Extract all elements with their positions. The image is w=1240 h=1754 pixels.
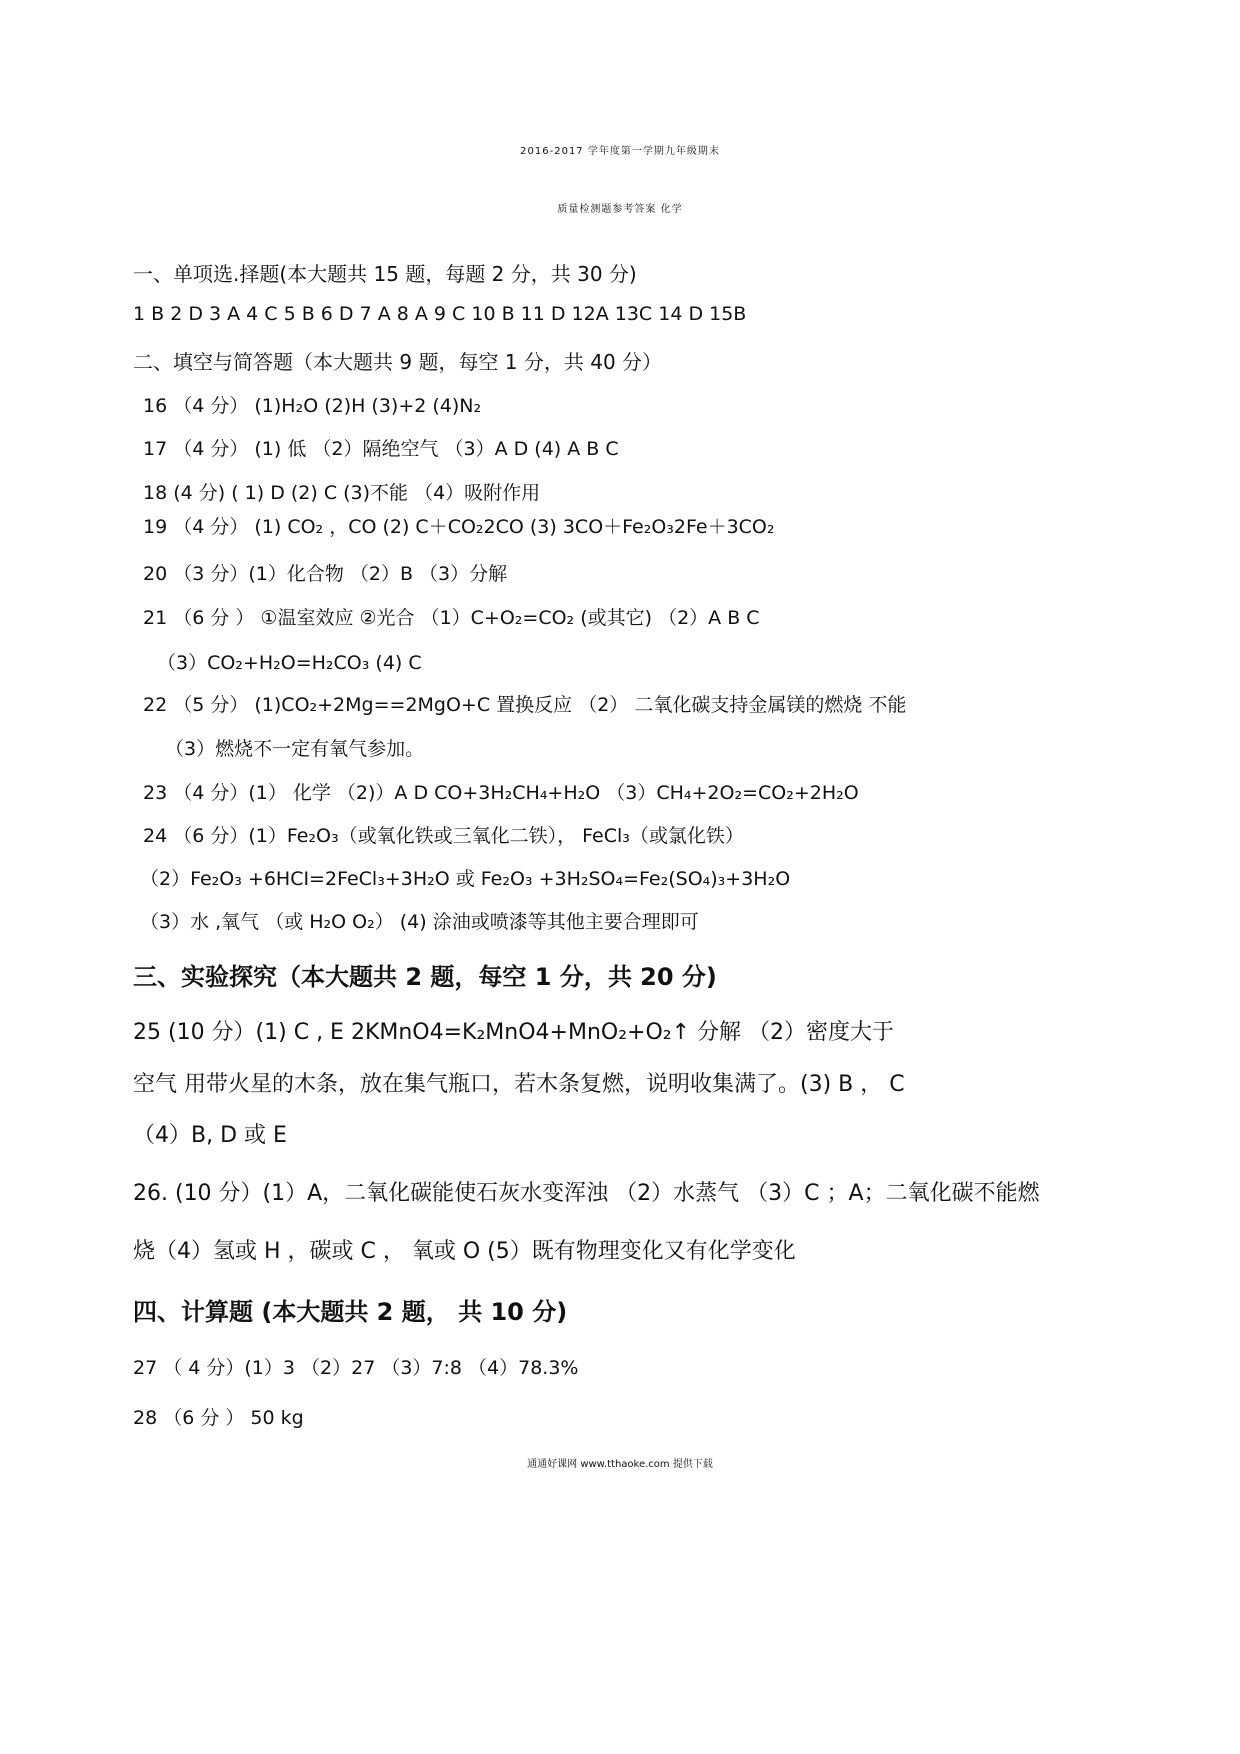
answer-line-28: 28 （6 分 ） 50 kg [133, 1407, 304, 1429]
answer-line-19: 19 （4 分） (1) CO₂ ，CO (2) C＋CO₂2CO (3) 3CO＋Fe₂O₃2Fe＋3CO₂ [143, 516, 775, 538]
answer-line-24-cont2: （3）水 ,氧气 （或 H₂O O₂） (4) 涂油或喷漆等其他主要合理即可 [140, 911, 699, 933]
section2-heading: 二、填空与简答题（本大题共 9 题，每空 1 分，共 40 分） [133, 350, 663, 374]
answer-line-26: 26. (10 分）(1）A，二氧化碳能使石灰水变浑浊 （2）水蒸气 （3）C ；A；二氧化碳不能燃 [133, 1181, 1040, 1206]
page-title-line1: 2016-2017 学年度第一学期九年级期末 [520, 146, 720, 157]
answer-line-24: 24 （6 分）(1）Fe₂O₃（或氧化铁或三氧化二铁）， FeCl₃（或氯化铁） [143, 825, 744, 847]
answer-line-26-cont: 烧（4）氢或 H ，碳或 C ， 氧或 O (5）既有物理变化又有化学变化 [133, 1239, 796, 1264]
answer-line-20: 20 （3 分）(1）化合物 （2）B （3）分解 [143, 563, 508, 585]
page-title-line2: 质量检测题参考答案 化学 [557, 204, 683, 215]
answer-line-24-cont1: （2）Fe₂O₃ +6HCI=2FeCl₃+3H₂O 或 Fe₂O₃ +3H₂SO₄=Fe₂(SO₄)₃+3H₂O [140, 868, 791, 890]
answer-line-22-cont: （3）燃烧不一定有氧气参加。 [165, 738, 425, 760]
answer-line-25: 25 (10 分）(1) C , E 2KMnO4=K₂MnO4+MnO₂+O₂↑ 分解 （2）密度大于 [133, 1020, 895, 1045]
answer-line-22: 22 （5 分） (1)CO₂+2Mg==2MgO+C 置换反应 （2） 二氧化碳支持金属镁的燃烧 不能 [143, 694, 907, 716]
answer-line-23: 23 （4 分）(1） 化学 （2)）A D CO+3H₂CH₄+H₂O （3）CH₄+2O₂=CO₂+2H₂O [143, 782, 859, 804]
section3-heading: 三、实验探究（本大题共 2 题，每空 1 分，共 20 分) [133, 963, 717, 991]
section1-heading: 一、单项选.择题(本大题共 15 题，每题 2 分，共 30 分) [133, 262, 637, 286]
answer-line-25-cont2: （4）B, D 或 E [133, 1123, 287, 1148]
answer-line-27: 27 （ 4 分）(1）3 （2）27 （3）7:8 （4）78.3% [133, 1357, 579, 1379]
answer-line-21: 21 （6 分 ） ①温室效应 ②光合 （1）C+O₂=CO₂ (或其它) （2）A B C [143, 607, 760, 629]
section4-heading: 四、计算题 (本大题共 2 题， 共 10 分) [133, 1298, 568, 1326]
section1-answers: 1 B 2 D 3 A 4 C 5 B 6 D 7 A 8 A 9 C 10 B 11 D 12A 13C 14 D 15B [133, 303, 747, 325]
answer-line-17: 17 （4 分） (1) 低 （2）隔绝空气 （3）A D (4) A B C [143, 438, 619, 460]
answer-line-25-cont1: 空气 用带火星的木条，放在集气瓶口，若木条复燃，说明收集满了。(3) B ， C [133, 1072, 905, 1097]
answer-line-16: 16 （4 分） (1)H₂O (2)H (3)+2 (4)N₂ [143, 395, 482, 417]
page-footer: 通通好课网 www.tthaoke.com 提供下载 [527, 1459, 713, 1470]
answer-line-21-cont: （3）CO₂+H₂O=H₂CO₃ (4) C [157, 652, 422, 674]
answer-line-18: 18 (4 分) ( 1) D (2) C (3)不能 （4）吸附作用 [143, 482, 541, 504]
